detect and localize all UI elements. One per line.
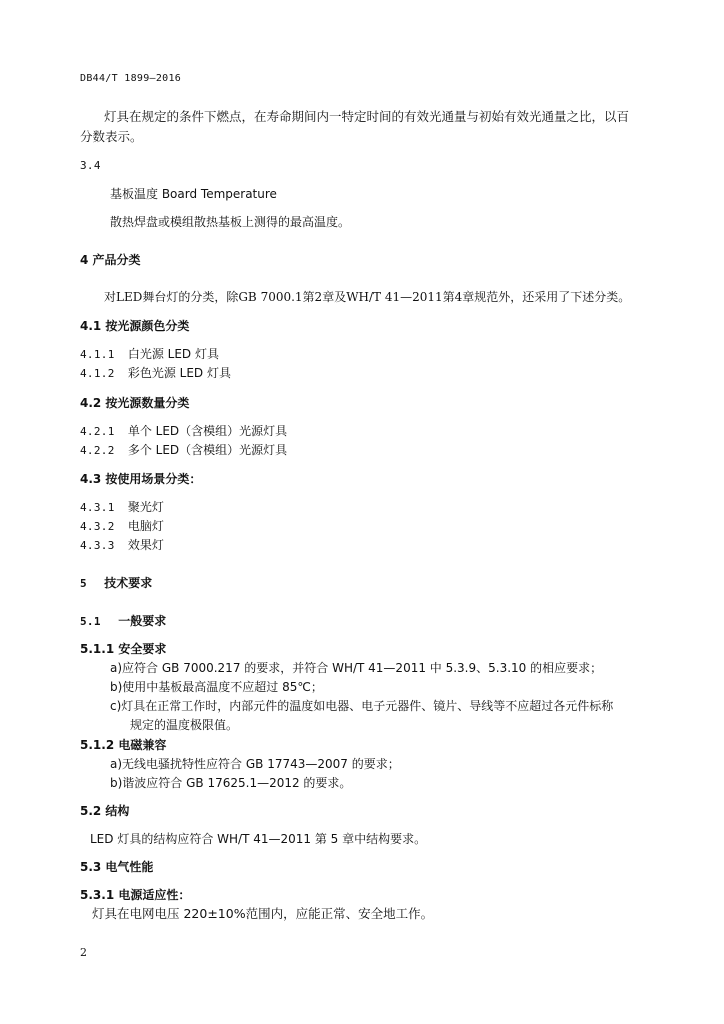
section-5-1-1-title: 5.1.1 安全要求: [80, 642, 167, 656]
list-item: [80, 537, 164, 554]
section-5-title: [80, 575, 152, 592]
emc-a: a)无线电骚扰特性应符合 GB 17743—2007 的要求；: [110, 757, 400, 771]
section-3-4-definition: 散热焊盘或模组散热基板上测得的最高温度。: [110, 215, 351, 229]
item-number: 4.3.3: [80, 539, 115, 552]
requirement-c-line-2: 规定的温度极限值。: [130, 718, 239, 732]
requirement-a: a)应符合 GB 7000.217 的要求，并符合 WH/T 41—2011 中 5.3.9、5.3.10 的相应要求；: [110, 661, 603, 675]
section-5-2-title: 5.2 结构: [80, 804, 130, 818]
section-5-2-paragraph: LED 灯具的结构应符合 WH/T 41—2011 第 5 章中结构要求。: [90, 832, 427, 846]
section-5-3-1-paragraph: 灯具在电网电压 220±10%范围内，应能正常、安全地工作。: [92, 906, 434, 921]
item-number: 4.1.1: [80, 348, 115, 361]
section-4-paragraph: 对LED舞台灯的分类，除GB 7000.1第2章及WH/T 41—2011第4章规范外，还采用了下述分类。: [104, 290, 631, 304]
item-text: 聚光灯: [127, 500, 164, 514]
list-item: [80, 346, 219, 363]
section-4-2-title: 4.2 按光源数量分类: [80, 396, 190, 410]
section-5-1-title: [80, 613, 166, 630]
item-number: 4.2.1: [80, 425, 115, 438]
item-text: 白光源 LED 灯具: [127, 347, 219, 361]
item-number: 4.3.2: [80, 520, 115, 533]
intro-line-2: 分数表示。: [80, 129, 143, 144]
list-item: [80, 365, 231, 382]
section-5-3-1-title: 5.3.1 电源适应性：: [80, 888, 191, 902]
item-text: 效果灯: [127, 538, 164, 552]
document-code: DB44/T 1899—2016: [80, 73, 182, 84]
item-text: 单个 LED（含模组）光源灯具: [127, 424, 288, 438]
list-item: [80, 499, 164, 516]
list-item: [80, 518, 164, 535]
list-item: [80, 423, 287, 440]
section-5-3-title: 5.3 电气性能: [80, 860, 154, 874]
section-4-3-title: 4.3 按使用场景分类：: [80, 472, 202, 486]
section-5-text: 技术要求: [104, 576, 153, 590]
section-3-4-term: 基板温度 Board Temperature: [110, 187, 277, 201]
emc-b: b)谐波应符合 GB 17625.1—2012 的要求。: [110, 776, 352, 790]
item-text: 多个 LED（含模组）光源灯具: [127, 443, 288, 457]
page-number: 2: [80, 946, 87, 959]
section-5-1-text: 一般要求: [118, 614, 167, 628]
section-5-1-number: 5.1: [80, 615, 101, 628]
item-number: 4.3.1: [80, 501, 115, 514]
item-text: 彩色光源 LED 灯具: [127, 366, 231, 380]
section-5-1-2-title: 5.1.2 电磁兼容: [80, 738, 167, 752]
intro-line-1: 灯具在规定的条件下燃点，在寿命期间内一特定时间的有效光通量与初始有效光通量之比，以百: [104, 109, 630, 124]
item-number: 4.2.2: [80, 444, 115, 457]
section-4-title: 4 产品分类: [80, 253, 141, 267]
section-3-4-number: 3.4: [80, 159, 101, 172]
section-5-number: 5: [80, 577, 87, 590]
requirement-c-line-1: c)灯具在正常工作时，内部元件的温度如电器、电子元器件、镜片、导线等不应超过各元件标称: [110, 699, 614, 713]
requirement-b: b)使用中基板最高温度不应超过 85℃；: [110, 680, 323, 694]
section-4-1-title: 4.1 按光源颜色分类: [80, 319, 190, 333]
item-number: 4.1.2: [80, 367, 115, 380]
item-text: 电脑灯: [127, 519, 164, 533]
list-item: [80, 442, 287, 459]
